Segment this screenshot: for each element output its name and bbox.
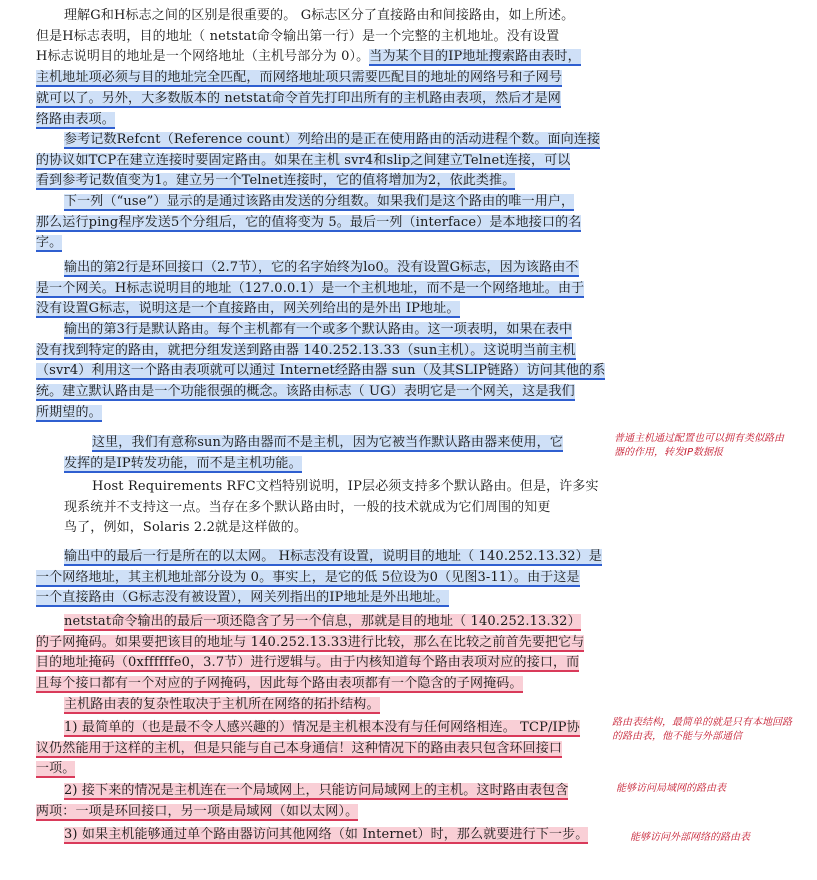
text-line	[64, 612, 581, 632]
text-line	[64, 518, 307, 538]
text-line	[36, 27, 559, 47]
text-span: netstat命令输出的最后一项还隐含了另一个信息，那就是目的地址（ 140.252.13.32）	[64, 614, 581, 629]
text-line	[64, 781, 568, 801]
text-line	[36, 279, 584, 299]
text-span: 统。建立默认路由是一个功能很强的概念。该路由标志（ UG）表明它是一个网关，这是我们	[36, 384, 575, 400]
text-span: 一个直接路由（G标志没有被设置），网关列指出的IP地址是外出地址。	[36, 590, 449, 606]
handwritten-note: 器的作用，转发IP数据报	[614, 447, 723, 458]
text-line	[64, 695, 380, 715]
text-line	[64, 258, 579, 278]
text-line	[64, 718, 580, 738]
text-span: H标志说明目的地址是一个网络地址（主机号部分为 0）。	[36, 49, 370, 65]
text-span: 两项：一项是环回接口，另一项是局域网（如以太网）。	[36, 803, 359, 819]
text-span: 3) 如果主机能够通过单个路由器访问其他网络（如 Internet）时，那么就要进行下一步。	[64, 827, 589, 842]
highlighted-text-span: 当为某个目的IP地址搜索路由表时，	[369, 49, 581, 65]
text-line	[64, 192, 574, 212]
text-line	[64, 130, 600, 150]
text-line	[92, 477, 599, 497]
text-line	[36, 759, 75, 779]
text-line	[64, 454, 302, 474]
text-span: 所期望的。	[36, 404, 102, 420]
text-line	[36, 674, 523, 694]
text-span: 理解G和H标志之间的区别是很重要的。 G标志区分了直接路由和间接路由，如上所述。	[64, 8, 575, 23]
text-line	[36, 653, 579, 673]
text-line	[64, 320, 572, 340]
text-line	[64, 498, 551, 518]
text-span: 发挥的是IP转发功能，而不是主机功能。	[64, 455, 302, 471]
text-span: Host Requirements RFC文档特别说明，IP层必须支持多个默认路由。但是，许多实	[92, 479, 599, 494]
text-span: 下一列（“use”）显示的是通过该路由发送的分组数。如果我们是这个路由的唯一用户，	[64, 194, 575, 209]
handwritten-note: 能够访问局域网的路由表	[616, 783, 726, 794]
text-line	[64, 825, 588, 845]
text-span: 目的地址掩码（0xffffffe0，3.7节）进行逻辑与。由于内核知道每个路由表项对应的接口，而	[36, 655, 580, 671]
text-span: 看到参考记数值变为1。建立另一个Telnet连接时，它的值将增加为2，依此类推。	[36, 173, 516, 189]
text-span: 输出中的最后一行是所在的以太网。 H标志没有设置，说明目的地址（ 140.252.13.32）是	[64, 549, 602, 564]
text-span: 主机地址项必须与目的地址完全匹配，而网络地址项只需要匹配目的地址的网络号和子网号	[36, 70, 563, 86]
text-span: 1) 最简单的（也是最不令人感兴趣的）情况是主机根本没有与任何网络相连。 TCP/IP协	[64, 720, 580, 735]
text-span: 鸟了，例如，Solaris 2.2就是这样做的。	[64, 520, 308, 536]
text-span: 一项。	[36, 761, 76, 777]
text-line	[36, 739, 562, 759]
text-line	[64, 547, 602, 567]
handwritten-note: 能够访问外部网络的路由表	[630, 832, 750, 843]
text-span: 的协议如TCP在建立连接时要固定路由。如果在主机 svr4和slip之间建立Telnet连接，可以	[36, 152, 571, 168]
text-line	[36, 568, 580, 588]
text-span: 2) 接下来的情况是主机连在一个局域网上，只能访问局域网上的主机。这时路由表包含	[64, 783, 569, 798]
text-span: 现系统并不支持这一点。当存在多个默认路由时，一般的技术就成为它们周围的知更	[64, 499, 551, 515]
text-line	[36, 361, 605, 381]
text-line	[36, 403, 102, 423]
text-line	[36, 382, 575, 402]
text-span: （svr4）利用这一个路由表项就可以通过 Internet经路由器 sun（及其SLIP链路）访问其他的系	[36, 363, 606, 379]
handwritten-note: 的路由表，他不能与外部通信	[612, 731, 742, 742]
text-span: 就可以了。另外，大多数版本的 netstat命令首先打印出所有的主机路由表项，然后才是网	[36, 90, 561, 106]
text-span: 没有找到特定的路由，就把分组发送到路由器 140.252.13.33（sun主机）。这说明当前主机	[36, 342, 576, 358]
text-line	[36, 233, 62, 253]
text-line	[36, 151, 570, 171]
text-line	[36, 68, 562, 88]
text-span: 那么运行ping程序发送5个分组后，它的值将变为 5。最后一列（interface）是本地接口的名	[36, 214, 582, 230]
text-span: 议仍然能用于这样的主机，但是只能与自己本身通信！这种情况下的路由表只包含环回接口	[36, 740, 563, 756]
text-line	[36, 299, 460, 319]
text-line	[36, 213, 581, 233]
text-span: 输出的第3行是默认路由。每个主机都有一个或多个默认路由。这一项表明，如果在表中	[64, 322, 573, 337]
text-span: 的子网掩码。如果要把该目的地址与 140.252.13.33进行比较，那么在比较之前首先要把它与	[36, 634, 585, 650]
text-span: 没有设置G标志，说明这是一个直接路由，网关列给出的是外出 IP地址。	[36, 301, 460, 317]
text-line	[36, 802, 358, 822]
text-span: 络路由表项。	[36, 111, 115, 127]
text-span: 字。	[36, 235, 63, 251]
text-line	[64, 6, 574, 26]
text-span: 参考记数Refcnt（Reference count）列给出的是正在使用路由的活动进程个数。面向连接	[64, 132, 601, 147]
text-line	[92, 433, 563, 453]
text-line	[36, 171, 515, 191]
text-span: 这里，我们有意称sun为路由器而不是主机，因为它被当作默认路由器来使用，它	[92, 435, 563, 450]
text-span: 且每个接口都有一个对应的子网掩码，因此每个路由表项都有一个隐含的子网掩码。	[36, 676, 523, 692]
handwritten-note: 路由表结构，最简单的就是只有本地回路	[612, 717, 792, 728]
text-line	[36, 341, 576, 361]
text-line	[36, 47, 581, 67]
text-span: 但是H标志表明，目的地址（ netstat命令输出第一行）是一个完整的主机地址。没有设置	[36, 28, 560, 44]
text-line	[36, 110, 115, 130]
text-line	[36, 588, 449, 608]
text-span: 输出的第2行是环回接口（2.7节），它的名字始终为lo0。没有设置G标志，因为该路由不	[64, 260, 579, 275]
text-line	[36, 89, 561, 109]
text-line	[36, 633, 584, 653]
handwritten-note: 普通主机通过配置也可以拥有类似路由	[614, 433, 784, 444]
text-span: 一个网络地址，其主机地址部分设为 0。事实上，是它的低 5位设为0（见图3-11）。由于这是	[36, 569, 580, 585]
text-span: 是一个网关。H标志说明目的地址（127.0.0.1）是一个主机地址，而不是一个网络地址。由于	[36, 280, 585, 296]
text-span: 主机路由表的复杂性取决于主机所在网络的拓扑结构。	[64, 697, 380, 712]
